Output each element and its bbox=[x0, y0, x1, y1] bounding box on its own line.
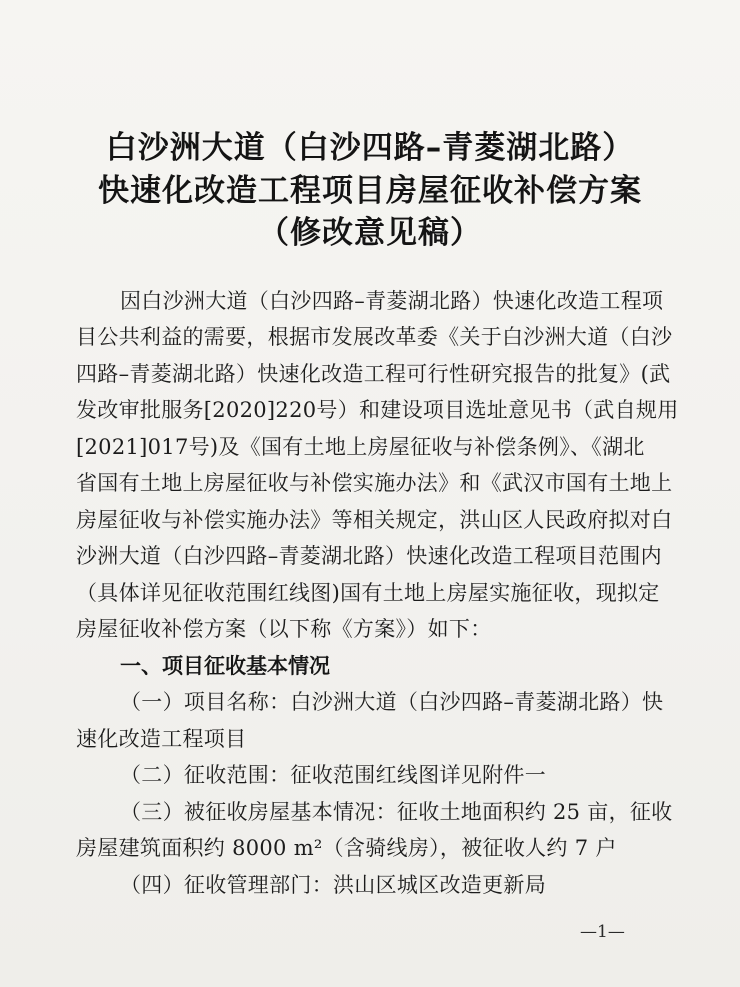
section-1-item-3a: （三）被征收房屋基本情况：征收土地面积约 25 亩，征收 bbox=[120, 800, 673, 824]
title-line-1: 白沙洲大道（白沙四路–青菱湖北路） bbox=[105, 130, 635, 166]
section-1-item-2: （二）征收范围：征收范围红线图详见附件一 bbox=[120, 763, 546, 787]
intro-line-3: 四路–青菱湖北路）快速化改造工程可行性研究报告的批复》(武 bbox=[76, 362, 671, 386]
intro-line-2: 目公共利益的需要，根据市发展改革委《关于白沙洲大道（白沙 bbox=[76, 325, 673, 349]
intro-line-7: 房屋征收与补偿实施办法》等相关规定，洪山区人民政府拟对白 bbox=[76, 508, 673, 532]
intro-line-6: 省国有土地上房屋征收与补偿实施办法》和《武汉市国有土地上 bbox=[76, 471, 673, 495]
intro-line-9: （具体详见征收范围红线图)国有土地上房屋实施征收，现拟定 bbox=[76, 581, 660, 605]
section-1-item-3b: 房屋建筑面积约 8000 m²（含骑线房），被征收人约 7 户 bbox=[76, 836, 617, 860]
title-line-3: （修改意见稿） bbox=[258, 215, 482, 251]
intro-line-5: [2021]017号)及《国有土地上房屋征收与补偿条例》、《湖北 bbox=[76, 435, 645, 459]
section-1-item-1a: （一）项目名称：白沙洲大道（白沙四路–青菱湖北路）快 bbox=[120, 690, 664, 714]
page-number: —1— bbox=[580, 922, 625, 942]
title-line-2: 快速化改造工程项目房屋征收补偿方案 bbox=[98, 173, 642, 209]
intro-line-1: 因白沙洲大道（白沙四路–青菱湖北路）快速化改造工程项 bbox=[120, 289, 664, 313]
section-1-heading: 一、项目征收基本情况 bbox=[120, 654, 330, 678]
intro-line-8: 沙洲大道（白沙四路–青菱湖北路）快速化改造工程项目范围内 bbox=[76, 544, 662, 568]
intro-line-10: 房屋征收补偿方案（以下称《方案》）如下： bbox=[76, 617, 492, 641]
section-1-item-4: （四）征收管理部门：洪山区城区改造更新局 bbox=[120, 873, 546, 897]
intro-line-4: 发改审批服务[2020]220号）和建设项目选址意见书（武自规用 bbox=[76, 398, 679, 422]
section-1-item-1b: 速化改造工程项目 bbox=[76, 727, 247, 751]
